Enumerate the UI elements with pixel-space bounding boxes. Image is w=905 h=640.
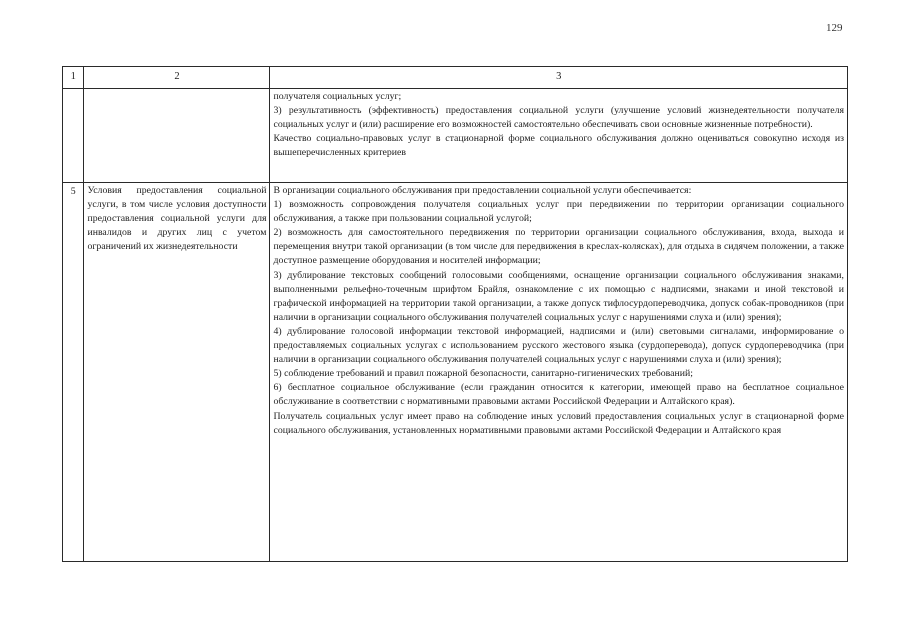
service-condition-name: Условия предоставления социальной услуги, в том числе условия доступности предоставления социальной услуги для инвалидов и других лиц с учетом ограничений их жизнедеятельности: [84, 183, 270, 562]
continuation-paragraph: Качество социально-правовых услуг в стационарной форме социального обслуживания должно оцениваться совокупно исходя из вышеперечисленных критериев: [273, 133, 844, 159]
condition-paragraph: 6) бесплатное социальное обслуживание (если гражданин относится к категории, имеющей право на бесплатное социальное обслуживание в соответствии с нормативными правовыми актами Российской Федерации и Алтайского края).: [273, 382, 844, 408]
continuation-text-cell: [270, 89, 848, 183]
header-col-3: 3: [270, 67, 848, 89]
condition-paragraph: 5) соблюдение требований и правил пожарной безопасности, санитарно-гигиенических требований;: [273, 368, 693, 380]
page-number: 129: [826, 22, 843, 34]
service-condition-text-cell: [270, 183, 848, 562]
continuation-num-cell: [63, 89, 84, 183]
condition-paragraph: В организации социального обслуживания при предоставлении социальной услуги обеспечивается:: [273, 185, 692, 196]
condition-paragraph: 2) возможность для самостоятельного передвижения по территории организации социального обслуживания, входа, выхода и перемещения внутри такой организации (в том числе для передвижения в креслах-колясках), для отдыха в сидячем положении, а также доступное размещение оборудования и носителей информации;: [273, 227, 844, 267]
table-row-continuation: [63, 89, 848, 183]
table-header-row: [63, 67, 848, 89]
header-col-1: 1: [63, 67, 84, 89]
condition-paragraph: 1) возможность сопровождения получателя социальных услуг при передвижении по территории организации социального обслуживания, а также при пользовании социальной услугой;: [273, 199, 844, 225]
table-row-5: [63, 183, 848, 562]
condition-paragraph: Получатель социальных услуг имеет право на соблюдение иных условий предоставления социальных услуг в стационарной форме социального обслуживания, установленных нормативными правовыми актами Российской Федерации и Алтайского края: [273, 410, 844, 436]
condition-paragraph: 4) дублирование голосовой информации текстовой информацией, надписями и (или) световыми сигналами, информирование о предоставляемых социальных услугах с использованием русского жестового языка (сурдоперевода), допуск сурдопереводчика (при наличии в организации социального обслуживания получателей социальных услуг с нарушениями слуха и (или) зрения);: [273, 325, 844, 366]
header-col-2: 2: [84, 67, 270, 89]
row-number: 5: [63, 183, 84, 562]
continuation-paragraph: 3) результативность (эффективность) предоставления социальной услуги (улучшение условий жизнедеятельности получателя социальных услуг и (или) расширение его возможностей самостоятельно обеспечивать свои основные жизненные потребности).: [273, 105, 844, 131]
condition-paragraph: 3) дублирование текстовых сообщений голосовыми сообщениями, оснащение организации социального обслуживания знаками, выполненными рельефно-точечным шрифтом Брайля, ознакомление с их помощью с надписями, знаками и иной текстовой и графической информацией на территории такой организации, а также допуск тифлосурдопереводчика, допуск собак-проводников (при наличии в организации социального обслуживания получателей социальных услуг с нарушениями слуха и (или) зрения);: [273, 269, 844, 323]
continuation-paragraph: получателя социальных услуг;: [273, 91, 402, 102]
standards-table: [62, 66, 848, 562]
continuation-name-cell: [84, 89, 270, 183]
